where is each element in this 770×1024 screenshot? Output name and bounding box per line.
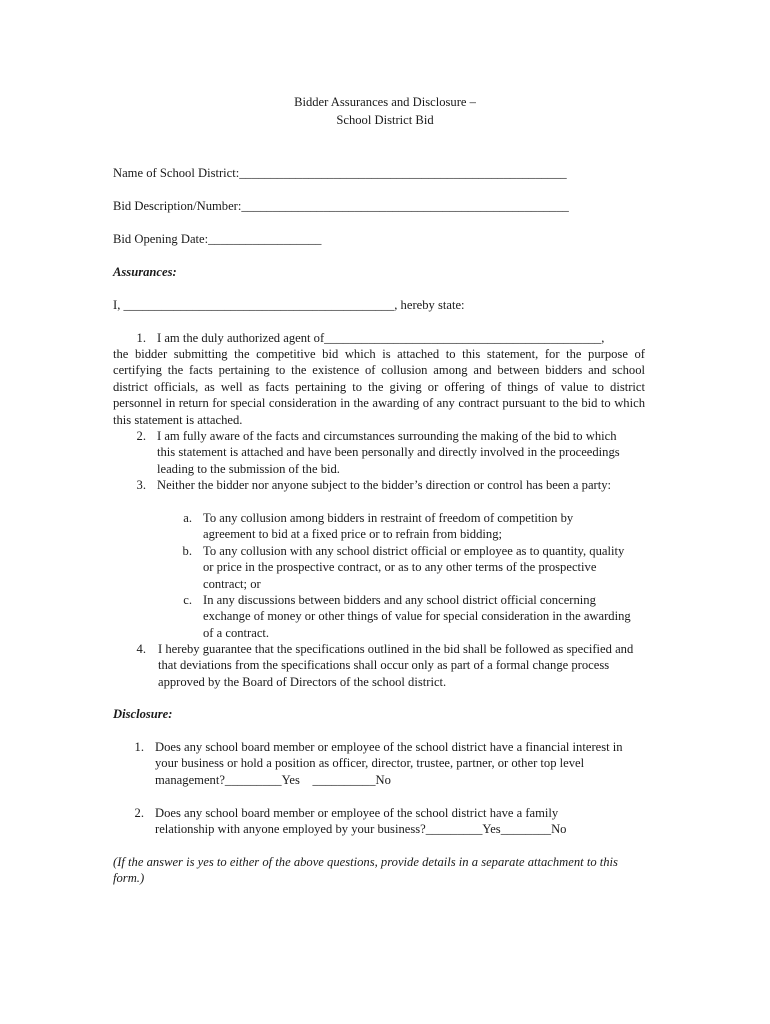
school-district-field: Name of School District:____________________________________________________ [113,166,567,180]
disclosure-1-text: Does any school board member or employee of the school district have a financial interest in your business or hold a position as officer, director, trustee, partner, or other top level management?_________Yes __________No [155,740,626,787]
disclosure-note: (If the answer is yes to either of the above questions, provide details in a separate attachment to this form.) [113,855,618,886]
assurances-intro: I, ___________________________________________, hereby state: [113,298,465,312]
disclosure-2-text: Does any school board member or employee of the school district have a family relationship with anyone employed by your business?_________Yes________No [155,806,567,837]
assurance-3a-text: To any collusion among bidders in restraint of freedom of competition by agreement to bid at a fixed price or to refrain from bidding; [203,511,574,542]
assurance-3b-text: To any collusion with any school district official or employee as to quantity, quality or price in the prospective contract, or as to any other terms of the prospective contract; or [203,544,625,591]
assurance-2-text: I am fully aware of the facts and circumstances surrounding the making of the bid to which this statement is attached and have been personally and directly involved in the proceedings leading to the submission of the bid. [157,429,620,476]
assurance-3-number: 3. [136,478,146,492]
assurance-3a-letter: a. [183,511,192,525]
assurance-3b-letter: b. [182,544,192,558]
disclosure-heading: Disclosure: [113,707,173,721]
assurance-1-text: the bidder submitting the competitive bid which is attached to this statement, for the purpose of certifying the facts pertaining to the existence of collusion among and between bidders and school district officials, as well as facts pertaining to the giving or offering of things of value to district personnel in return for special consideration in the awarding of any contract pursuant to the bid to which this statement is attached. [113,347,645,427]
assurance-2-number: 2. [136,429,146,443]
assurances-heading: Assurances: [113,265,177,279]
document-title-line-1: Bidder Assurances and Disclosure – [294,95,476,109]
assurance-4-number: 4. [136,642,146,656]
assurance-3c-letter: c. [183,593,192,607]
bid-opening-date-field: Bid Opening Date:__________________ [113,232,322,246]
bid-description-field: Bid Description/Number:____________________________________________________ [113,199,569,213]
assurance-3-text: Neither the bidder nor anyone subject to the bidder’s direction or control has been a party: [157,478,612,492]
assurance-1-first-line: I am the duly authorized agent of____________________________________________, [157,331,605,345]
assurance-4-text: I hereby guarantee that the specifications outlined in the bid shall be followed as specified and that deviations from the specifications shall occur only as part of a formal change process approved by the Board of Directors of the school district. [158,642,634,689]
assurance-1-number: 1. [136,331,146,345]
assurance-3c-text: In any discussions between bidders and any school district official concerning exchange of money or other things of value for special consideration in the awarding of a contract. [203,593,631,640]
disclosure-2-number: 2. [134,806,144,820]
disclosure-1-number: 1. [134,740,144,754]
document-title-line-2: School District Bid [336,113,434,127]
